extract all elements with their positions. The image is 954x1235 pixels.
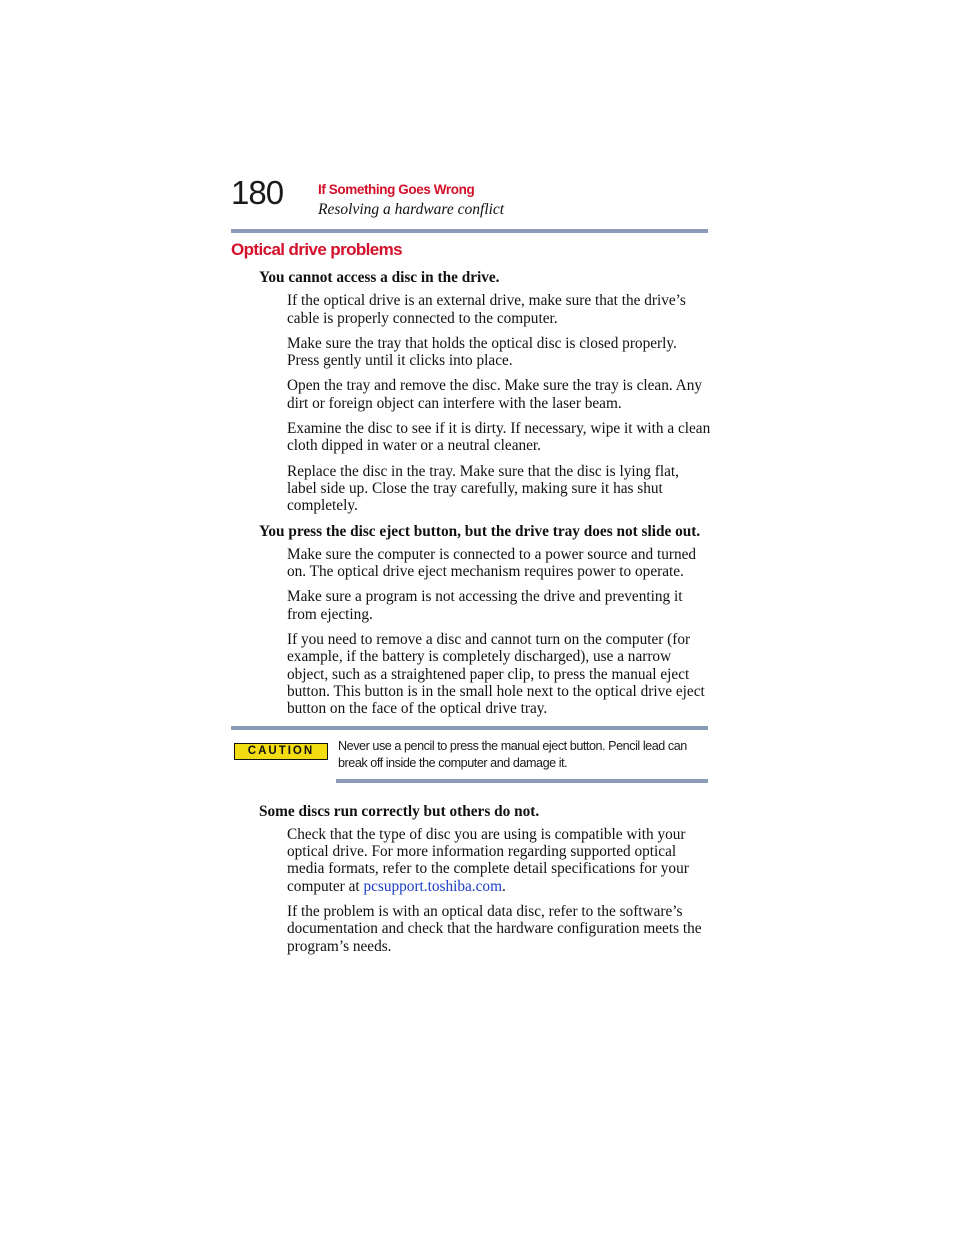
- paragraph: Make sure the computer is connected to a power source and turned on. The optical drive eject mechanism requires power to operate.: [287, 545, 697, 581]
- paragraph: Make sure the tray that holds the optical disc is closed properly. Press gently until it clicks into place.: [287, 334, 677, 370]
- page-content: [247, 269, 711, 963]
- caution-text: Never use a pencil to press the manual eject button. Pencil lead can break off inside the computer and damage it.: [338, 738, 687, 770]
- paragraph: If you need to remove a disc and cannot turn on the computer (for example, if the battery is completely discharged), use a narrow object, such as a straightened paper clip, to press the manual eject button. This button is in the small hole next to the optical drive eject button on the face of the optical drive tray.: [287, 631, 705, 718]
- problem-title: You cannot access a disc in the drive.: [259, 269, 500, 286]
- header-rule: [231, 229, 708, 233]
- problem-title: Some discs run correctly but others do not.: [259, 802, 540, 820]
- caution-badge: CAUTION: [234, 743, 328, 760]
- chapter-title: If Something Goes Wrong: [318, 182, 475, 197]
- paragraph: Examine the disc to see if it is dirty. If necessary, wipe it with a clean cloth dipped in water or a neutral cleaner.: [287, 420, 711, 455]
- page-number: 180: [231, 174, 284, 211]
- paragraph: If the problem is with an optical data disc, refer to the software’s documentation and check that the hardware configuration meets the program’s needs.: [287, 903, 702, 955]
- paragraph: If the optical drive is an external drive, make sure that the drive’s cable is properly connected to the computer.: [287, 292, 686, 327]
- paragraph-text: Check that the type of disc you are using is compatible with your optical drive. For more information regarding supported optical media formats, refer to the complete detail specifications for your computer at: [287, 825, 689, 895]
- paragraph-with-link: [287, 826, 711, 895]
- caution-bottom-rule: [336, 779, 708, 783]
- support-link[interactable]: pcsupport.toshiba.com: [363, 877, 502, 895]
- section-subtitle: Resolving a hardware conflict: [318, 201, 505, 218]
- paragraph: Replace the disc in the tray. Make sure that the disc is lying flat, label side up. Close the tray carefully, making sure it has shut completely.: [287, 462, 679, 515]
- link-suffix: .: [501, 877, 506, 895]
- caution-block: [231, 726, 708, 783]
- problem-title: You press the disc eject button, but the drive tray does not slide out.: [259, 522, 701, 540]
- paragraph: Make sure a program is not accessing the drive and preventing it from ejecting.: [287, 588, 683, 623]
- paragraph: Open the tray and remove the disc. Make sure the tray is clean. Any dirt or foreign object can interfere with the laser beam.: [287, 377, 703, 412]
- caution-body: [231, 730, 708, 779]
- section-heading: Optical drive problems: [231, 240, 403, 259]
